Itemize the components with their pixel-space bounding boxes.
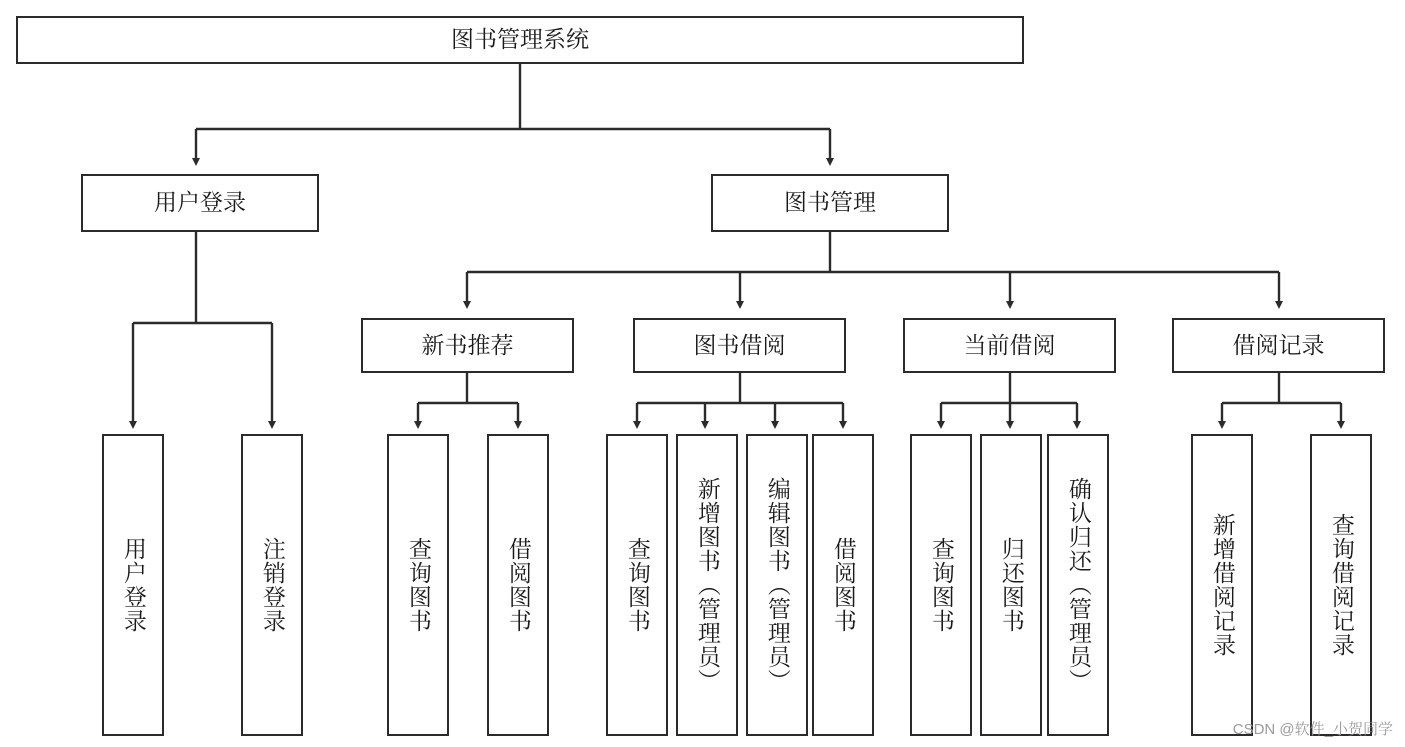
node-borrow-record-label: 借阅记录 — [1232, 331, 1325, 358]
node-current-borrow-label: 当前借阅 — [963, 331, 1056, 358]
node-leaf-query-record[interactable] — [1310, 434, 1372, 736]
node-leaf-edit-book[interactable] — [746, 434, 808, 736]
node-leaf-add-book-label: 新增图书（管理员） — [694, 477, 721, 693]
node-leaf-query-book-3[interactable] — [910, 434, 972, 736]
node-leaf-return-book-label: 归还图书 — [998, 537, 1025, 633]
node-leaf-borrow-book-2[interactable] — [812, 434, 874, 736]
node-leaf-add-book[interactable] — [676, 434, 738, 736]
node-leaf-user-login-label: 用户登录 — [120, 537, 147, 633]
node-leaf-query-book-3-label: 查询图书 — [928, 537, 955, 633]
node-book-borrow[interactable] — [633, 318, 846, 373]
node-leaf-edit-book-label: 编辑图书（管理员） — [764, 477, 791, 693]
node-leaf-logout-label: 注销登录 — [259, 537, 286, 633]
node-leaf-query-book-2-label: 查询图书 — [624, 537, 651, 633]
node-leaf-borrow-book-2-label: 借阅图书 — [830, 537, 857, 633]
node-user-login-label: 用户登录 — [154, 189, 246, 216]
node-book-borrow-label: 图书借阅 — [693, 331, 786, 358]
node-leaf-logout[interactable] — [241, 434, 303, 736]
node-borrow-record[interactable] — [1172, 318, 1385, 373]
node-leaf-borrow-book-1[interactable] — [487, 434, 549, 736]
node-leaf-add-record[interactable] — [1191, 434, 1253, 736]
node-leaf-query-book-1[interactable] — [387, 434, 449, 736]
node-current-borrow[interactable] — [903, 318, 1116, 373]
node-book-manage[interactable] — [711, 174, 949, 232]
node-root-label: 图书管理系统 — [451, 26, 589, 53]
node-leaf-query-book-2[interactable] — [606, 434, 668, 736]
node-leaf-borrow-book-1-label: 借阅图书 — [505, 537, 532, 633]
node-leaf-query-book-1-label: 查询图书 — [405, 537, 432, 633]
node-leaf-user-login[interactable] — [102, 434, 164, 736]
node-leaf-confirm-return-label: 确认归还（管理员） — [1065, 477, 1092, 693]
node-root[interactable] — [16, 16, 1024, 64]
node-new-book-recommend[interactable] — [361, 318, 574, 373]
node-leaf-query-record-label: 查询借阅记录 — [1328, 513, 1355, 657]
node-leaf-confirm-return[interactable] — [1047, 434, 1109, 736]
watermark: CSDN @软件_小贺同学 — [1232, 721, 1393, 738]
node-leaf-add-record-label: 新增借阅记录 — [1209, 513, 1236, 657]
node-new-book-recommend-label: 新书推荐 — [421, 331, 514, 358]
node-book-manage-label: 图书管理 — [784, 189, 876, 216]
node-user-login[interactable] — [81, 174, 319, 232]
node-leaf-return-book[interactable] — [980, 434, 1042, 736]
